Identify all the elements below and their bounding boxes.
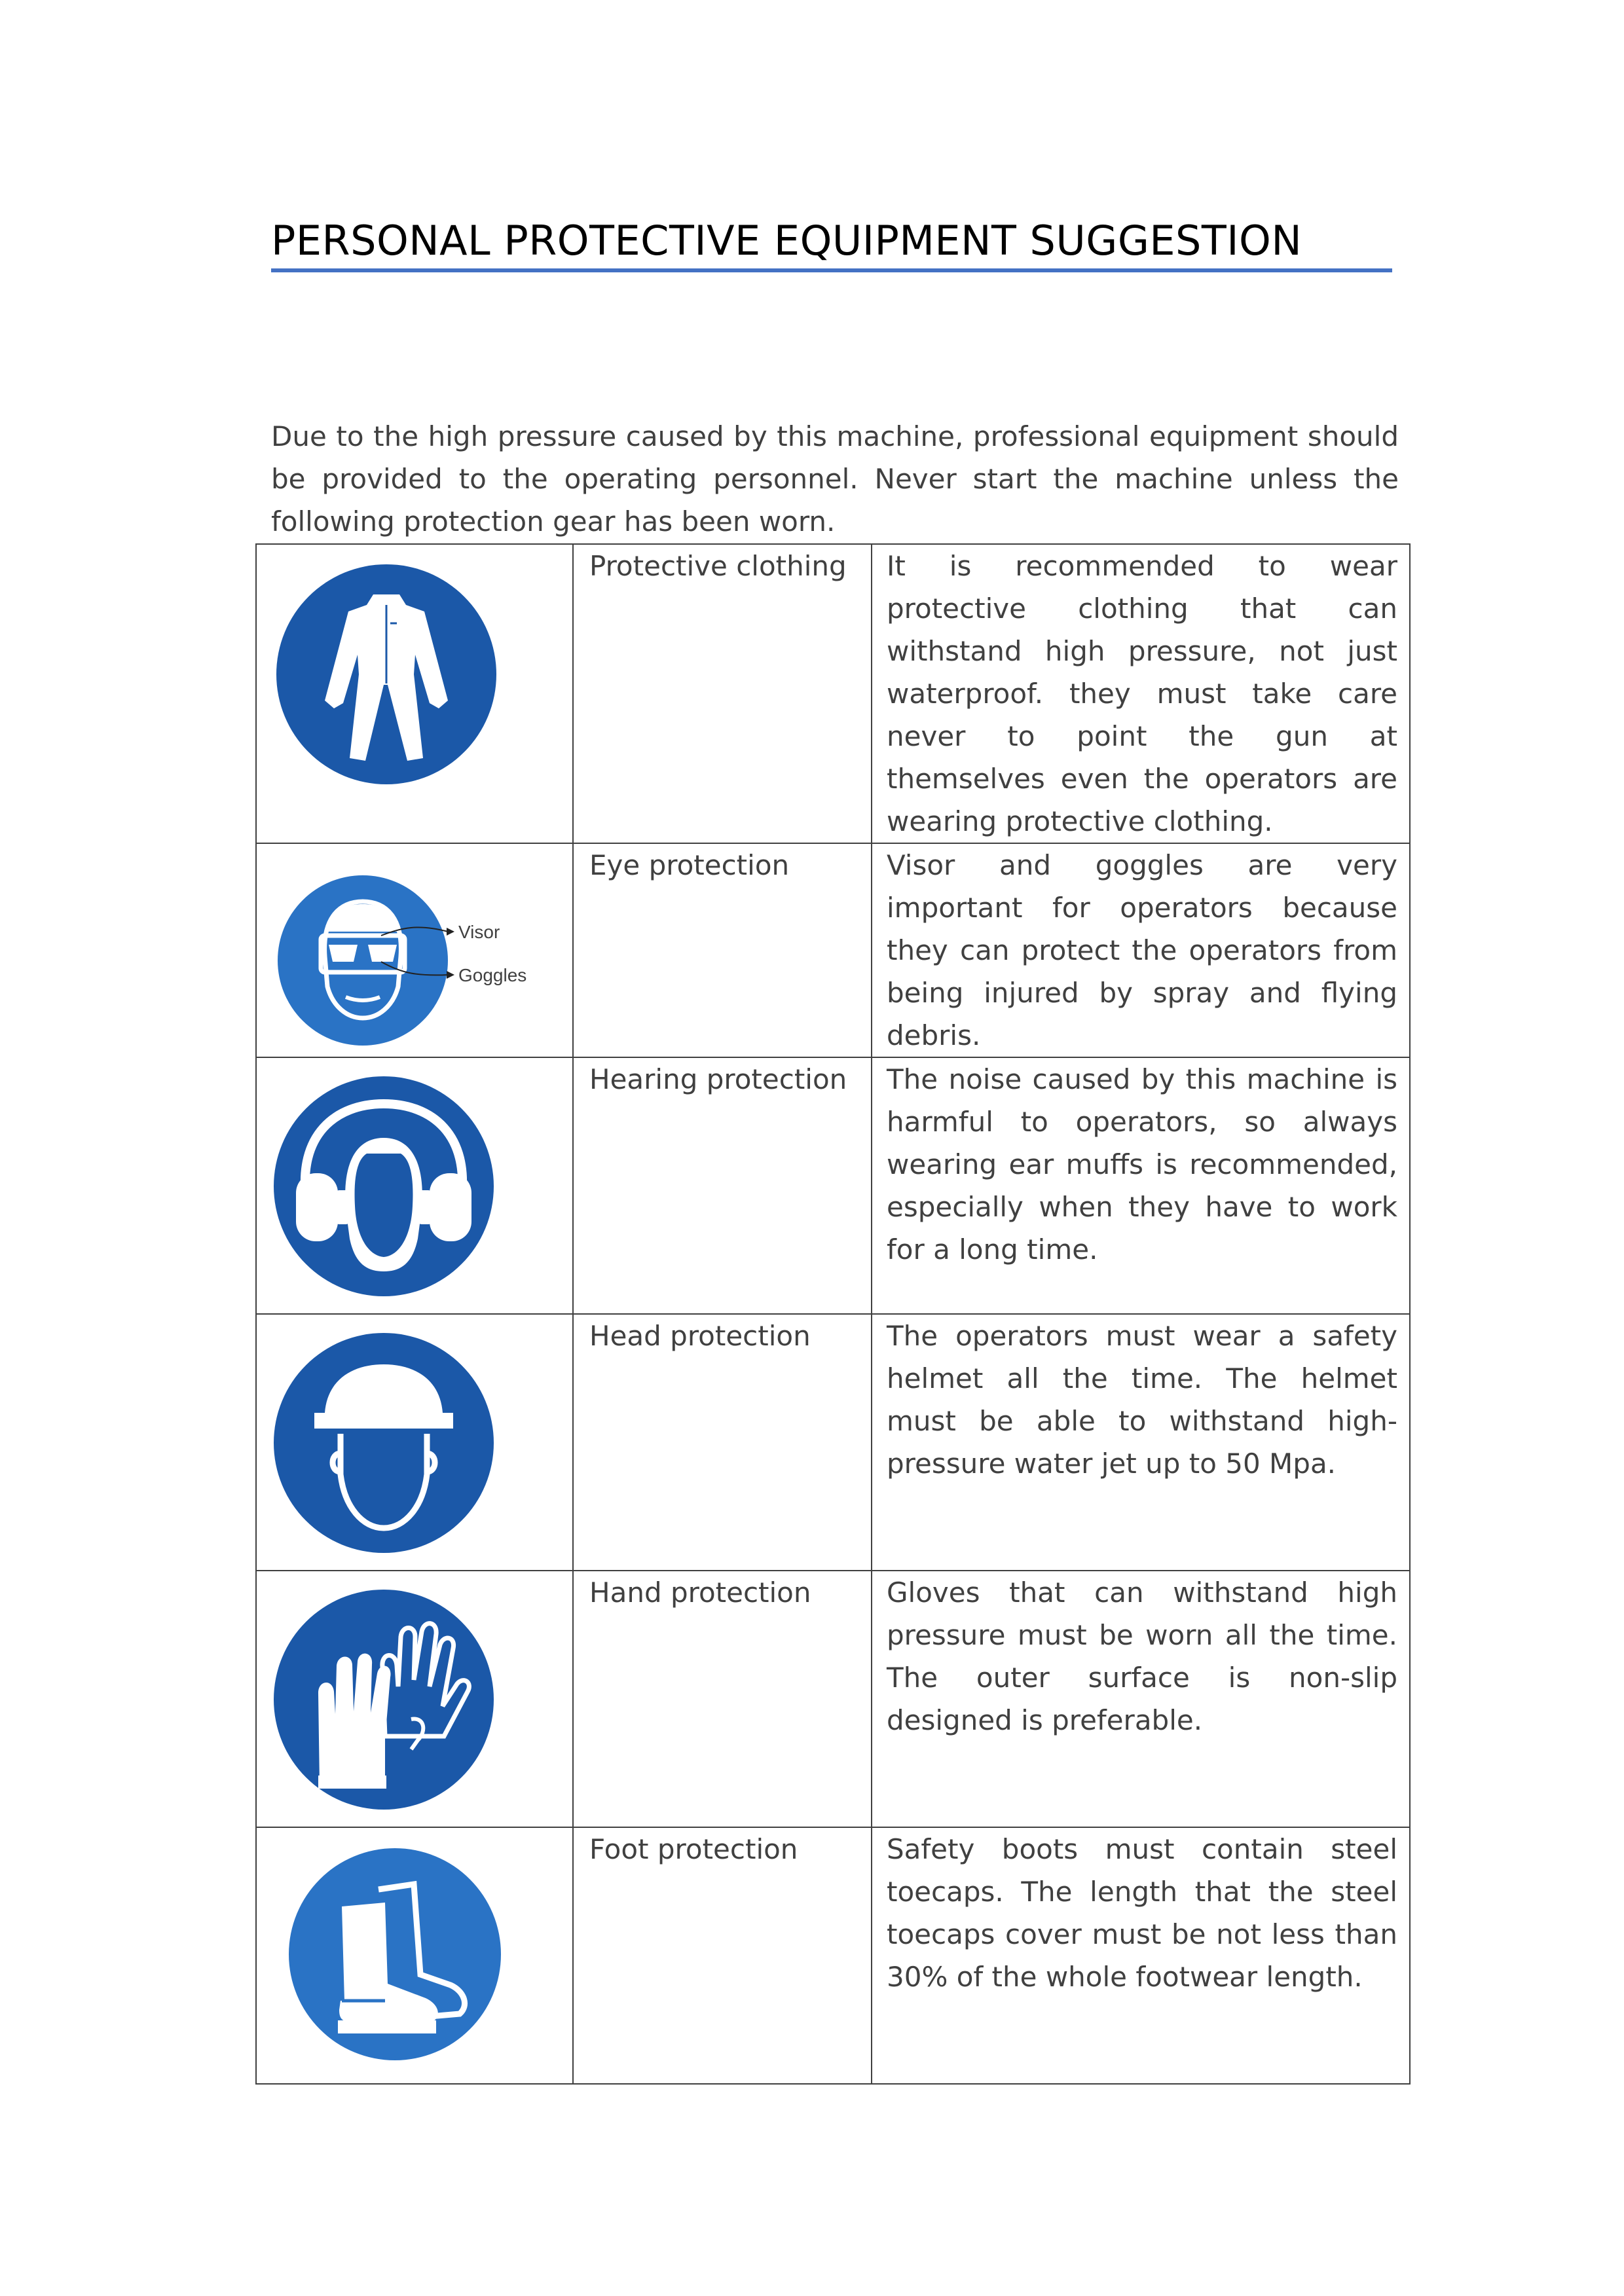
- visor-callout-label: Visor: [458, 922, 500, 942]
- ppe-name: Hand protection: [589, 1576, 811, 1609]
- icon-cell: [256, 1057, 573, 1314]
- page-title: PERSONAL PROTECTIVE EQUIPMENT SUGGESTION: [271, 217, 1302, 264]
- ppe-name-cell: [573, 1571, 872, 1827]
- ppe-name-cell: [573, 1314, 872, 1571]
- ppe-name: Foot protection: [589, 1833, 798, 1865]
- icon-cell: [256, 1314, 573, 1571]
- title-underline: [271, 268, 1392, 272]
- ppe-name: Hearing protection: [589, 1063, 847, 1095]
- ppe-description-cell: [872, 843, 1410, 1057]
- ppe-description: The noise caused by this machine is harmful to operators, so always wearing ear muffs is recommended, especially when they have to work for a long time.: [887, 1063, 1397, 1266]
- ppe-name: Protective clothing: [589, 550, 847, 582]
- ppe-name: Head protection: [589, 1320, 811, 1352]
- ppe-description: Safety boots must contain steel toecaps. The length that the steel toecaps cover must be not less than 30% of the whole footwear length.: [887, 1833, 1397, 1993]
- hand-protection-icon: [272, 1588, 495, 1811]
- table-row: [256, 1314, 1410, 1571]
- table-row: [256, 544, 1410, 843]
- icon-cell: [256, 544, 573, 843]
- table-row: [256, 843, 1410, 1057]
- ppe-description: Gloves that can withstand high pressure must be worn all the time. The outer surface is non-slip designed is preferable.: [887, 1576, 1397, 1736]
- ppe-description: The operators must wear a safety helmet all the time. The helmet must be able to withstand high-pressure water jet up to 50 Mpa.: [887, 1320, 1397, 1480]
- ppe-name-cell: [573, 843, 872, 1057]
- head-protection-icon: [272, 1332, 495, 1554]
- ppe-table: [255, 543, 1411, 2085]
- icon-cell: [256, 1827, 573, 2084]
- ppe-name-cell: [573, 1057, 872, 1314]
- table-row: [256, 1571, 1410, 1827]
- eye-protection-icon: [276, 858, 558, 1055]
- ppe-description-cell: [872, 1571, 1410, 1827]
- goggles-callout-label: Goggles: [458, 965, 527, 985]
- ppe-description-cell: [872, 1057, 1410, 1314]
- intro-paragraph: Due to the high pressure caused by this machine, professional equipment should be provided to the operating personnel. Never start the machine unless the following protection gear has been worn.: [271, 420, 1399, 538]
- icon-cell: [256, 843, 573, 1057]
- ppe-description: Visor and goggles are very important for operators because they can protect the operators from being injured by spray and flying debris.: [887, 849, 1397, 1051]
- table-row: [256, 1057, 1410, 1314]
- ppe-name: Eye protection: [589, 849, 790, 881]
- ppe-name-cell: [573, 544, 872, 843]
- icon-cell: [256, 1571, 573, 1827]
- ppe-description-cell: [872, 1314, 1410, 1571]
- hearing-protection-icon: [272, 1075, 495, 1298]
- table-row: [256, 1827, 1410, 2084]
- protective-clothing-icon: [275, 563, 498, 786]
- ppe-name-cell: [573, 1827, 872, 2084]
- ppe-description-cell: [872, 1827, 1410, 2084]
- foot-protection-icon: [287, 1846, 503, 2062]
- ppe-description-cell: [872, 544, 1410, 843]
- ppe-description: It is recommended to wear protective clothing that can withstand high pressure, not just waterproof. they must take care never to point the gun at themselves even the operators are wearing protective clothing.: [887, 550, 1397, 837]
